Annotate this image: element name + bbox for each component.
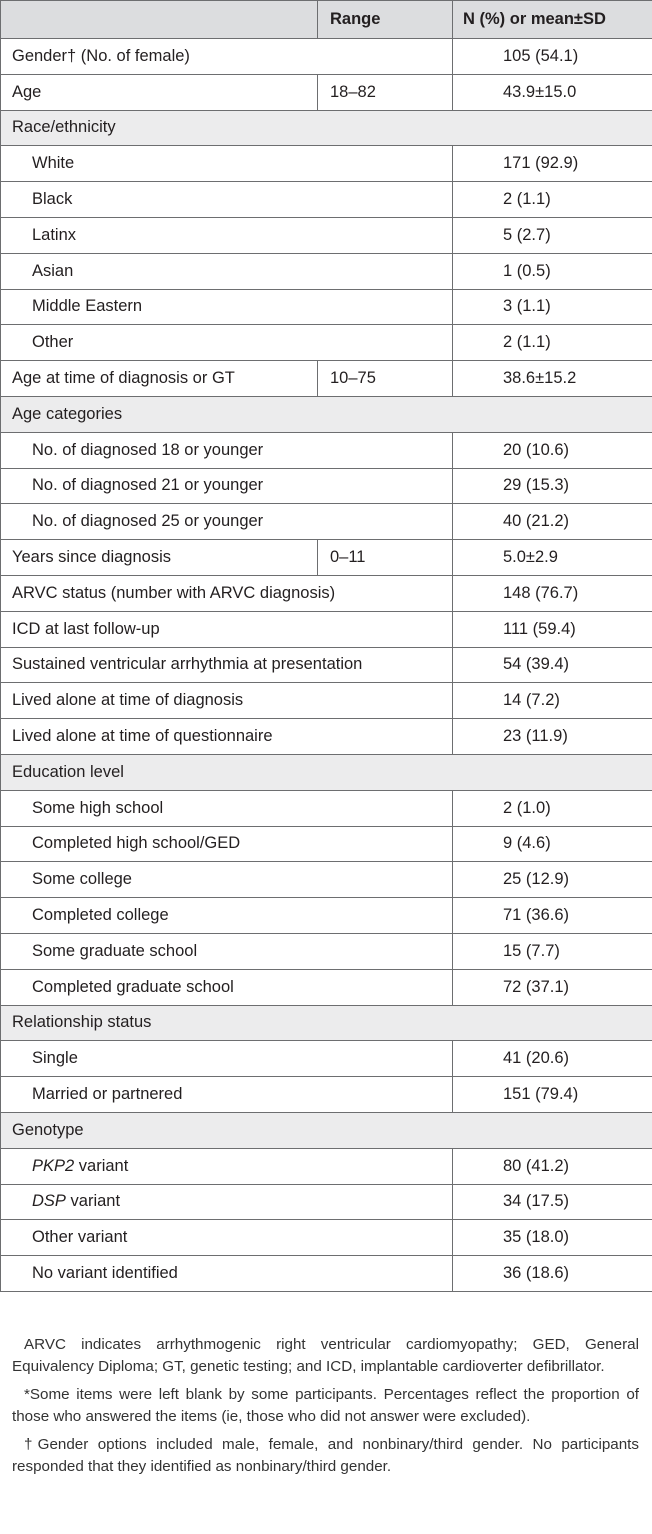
header-range: Range xyxy=(318,1,453,39)
row-label: Sustained ventricular arrhythmia at presentation xyxy=(1,647,453,683)
row-value: 5 (2.7) xyxy=(453,217,652,253)
dagger-note: †Gender options included male, female, and nonbinary/third gender. No participants responded that they identified as nonbinary/third gender. xyxy=(12,1436,639,1475)
section-row xyxy=(1,396,652,432)
table-row xyxy=(1,146,652,182)
row-label: Some graduate school xyxy=(1,933,453,969)
table-row xyxy=(1,361,652,397)
row-value: 35 (18.0) xyxy=(453,1220,652,1256)
table-row xyxy=(1,217,652,253)
row-value: 40 (21.2) xyxy=(453,504,652,540)
section-label: Education level xyxy=(1,754,652,790)
row-value: 2 (1.1) xyxy=(453,325,652,361)
row-label: Some high school xyxy=(1,790,453,826)
row-value: 148 (76.7) xyxy=(453,575,652,611)
row-label: Middle Eastern xyxy=(1,289,453,325)
row-label: Gender† (No. of female) xyxy=(1,39,453,75)
row-value: 151 (79.4) xyxy=(453,1077,652,1113)
gene-name: PKP2 xyxy=(32,1156,75,1175)
row-value: 71 (36.6) xyxy=(453,898,652,934)
table-row xyxy=(1,898,652,934)
row-label: Completed college xyxy=(1,898,453,934)
row-value: 2 (1.0) xyxy=(453,790,652,826)
row-value: 1 (0.5) xyxy=(453,253,652,289)
row-value: 54 (39.4) xyxy=(453,647,652,683)
section-row xyxy=(1,1112,652,1148)
table-row xyxy=(1,74,652,110)
table-row xyxy=(1,1256,652,1292)
table-row xyxy=(1,575,652,611)
row-label: White xyxy=(1,146,453,182)
gene-name: DSP xyxy=(32,1192,66,1211)
row-value: 171 (92.9) xyxy=(453,146,652,182)
row-range: 18–82 xyxy=(318,74,453,110)
table-row xyxy=(1,432,652,468)
row-range: 10–75 xyxy=(318,361,453,397)
table-row xyxy=(1,540,652,576)
gene-suffix: variant xyxy=(65,1192,121,1211)
row-value: 72 (37.1) xyxy=(453,969,652,1005)
section-row xyxy=(1,110,652,146)
row-label: No variant identified xyxy=(1,1256,453,1292)
row-label: Black xyxy=(1,182,453,218)
abbreviations-note: ARVC indicates arrhythmogenic right ventricular cardiomyopathy; GED, General Equivalency Diploma; GT, genetic testing; and ICD, implantable cardioverter defibrillator. xyxy=(12,1336,639,1375)
section-label: Age categories xyxy=(1,396,652,432)
gene-suffix: variant xyxy=(74,1156,129,1175)
asterisk-note: *Some items were left blank by some participants. Percentages reflect the proportion of those who answered the items (ie, those who did not answer were excluded). xyxy=(12,1386,639,1425)
row-label: Completed high school/GED xyxy=(1,826,453,862)
row-value: 9 (4.6) xyxy=(453,826,652,862)
table-row xyxy=(1,933,652,969)
table-row xyxy=(1,1041,652,1077)
row-label: No. of diagnosed 21 or younger xyxy=(1,468,453,504)
row-value: 111 (59.4) xyxy=(453,611,652,647)
table-row xyxy=(1,182,652,218)
row-value: 25 (12.9) xyxy=(453,862,652,898)
row-value: 43.9±15.0 xyxy=(453,74,652,110)
table-row xyxy=(1,719,652,755)
row-label: Other variant xyxy=(1,1220,453,1256)
table-row xyxy=(1,1184,652,1220)
row-label xyxy=(1,1184,453,1220)
table-row xyxy=(1,862,652,898)
section-label: Race/ethnicity xyxy=(1,110,652,146)
row-value: 20 (10.6) xyxy=(453,432,652,468)
table-row xyxy=(1,1077,652,1113)
row-label: Latinx xyxy=(1,217,453,253)
row-label: Married or partnered xyxy=(1,1077,453,1113)
row-value: 14 (7.2) xyxy=(453,683,652,719)
row-value: 3 (1.1) xyxy=(453,289,652,325)
row-value: 23 (11.9) xyxy=(453,719,652,755)
table-row xyxy=(1,611,652,647)
row-value: 2 (1.1) xyxy=(453,182,652,218)
table-row xyxy=(1,39,652,75)
table-row xyxy=(1,683,652,719)
row-label: Some college xyxy=(1,862,453,898)
table-row xyxy=(1,253,652,289)
table-row xyxy=(1,790,652,826)
row-value: 34 (17.5) xyxy=(453,1184,652,1220)
table-row xyxy=(1,1220,652,1256)
row-label: Lived alone at time of questionnaire xyxy=(1,719,453,755)
section-label: Genotype xyxy=(1,1112,652,1148)
row-label: Asian xyxy=(1,253,453,289)
table-footnotes xyxy=(12,1334,639,1484)
row-value: 38.6±15.2 xyxy=(453,361,652,397)
row-label: Completed graduate school xyxy=(1,969,453,1005)
row-range: 0–11 xyxy=(318,540,453,576)
table-row xyxy=(1,647,652,683)
section-row xyxy=(1,754,652,790)
row-label: Other xyxy=(1,325,453,361)
table-row xyxy=(1,325,652,361)
row-label: No. of diagnosed 18 or younger xyxy=(1,432,453,468)
table-row xyxy=(1,826,652,862)
table-row xyxy=(1,289,652,325)
row-label: Lived alone at time of diagnosis xyxy=(1,683,453,719)
row-value: 80 (41.2) xyxy=(453,1148,652,1184)
row-label: No. of diagnosed 25 or younger xyxy=(1,504,453,540)
table-row xyxy=(1,468,652,504)
section-row xyxy=(1,1005,652,1041)
row-label: Years since diagnosis xyxy=(1,540,318,576)
row-value: 15 (7.7) xyxy=(453,933,652,969)
table-header-row xyxy=(1,1,652,39)
row-label: Single xyxy=(1,1041,453,1077)
section-label: Relationship status xyxy=(1,1005,652,1041)
header-value: N (%) or mean±SD xyxy=(453,1,652,39)
row-value: 105 (54.1) xyxy=(453,39,652,75)
row-value: 5.0±2.9 xyxy=(453,540,652,576)
row-value: 36 (18.6) xyxy=(453,1256,652,1292)
row-label: ARVC status (number with ARVC diagnosis) xyxy=(1,575,453,611)
table-row xyxy=(1,969,652,1005)
table-row xyxy=(1,1148,652,1184)
row-label: Age xyxy=(1,74,318,110)
row-value: 41 (20.6) xyxy=(453,1041,652,1077)
row-label: ICD at last follow-up xyxy=(1,611,453,647)
header-label xyxy=(1,1,318,39)
row-label xyxy=(1,1148,453,1184)
table-row xyxy=(1,504,652,540)
row-label: Age at time of diagnosis or GT xyxy=(1,361,318,397)
row-value: 29 (15.3) xyxy=(453,468,652,504)
